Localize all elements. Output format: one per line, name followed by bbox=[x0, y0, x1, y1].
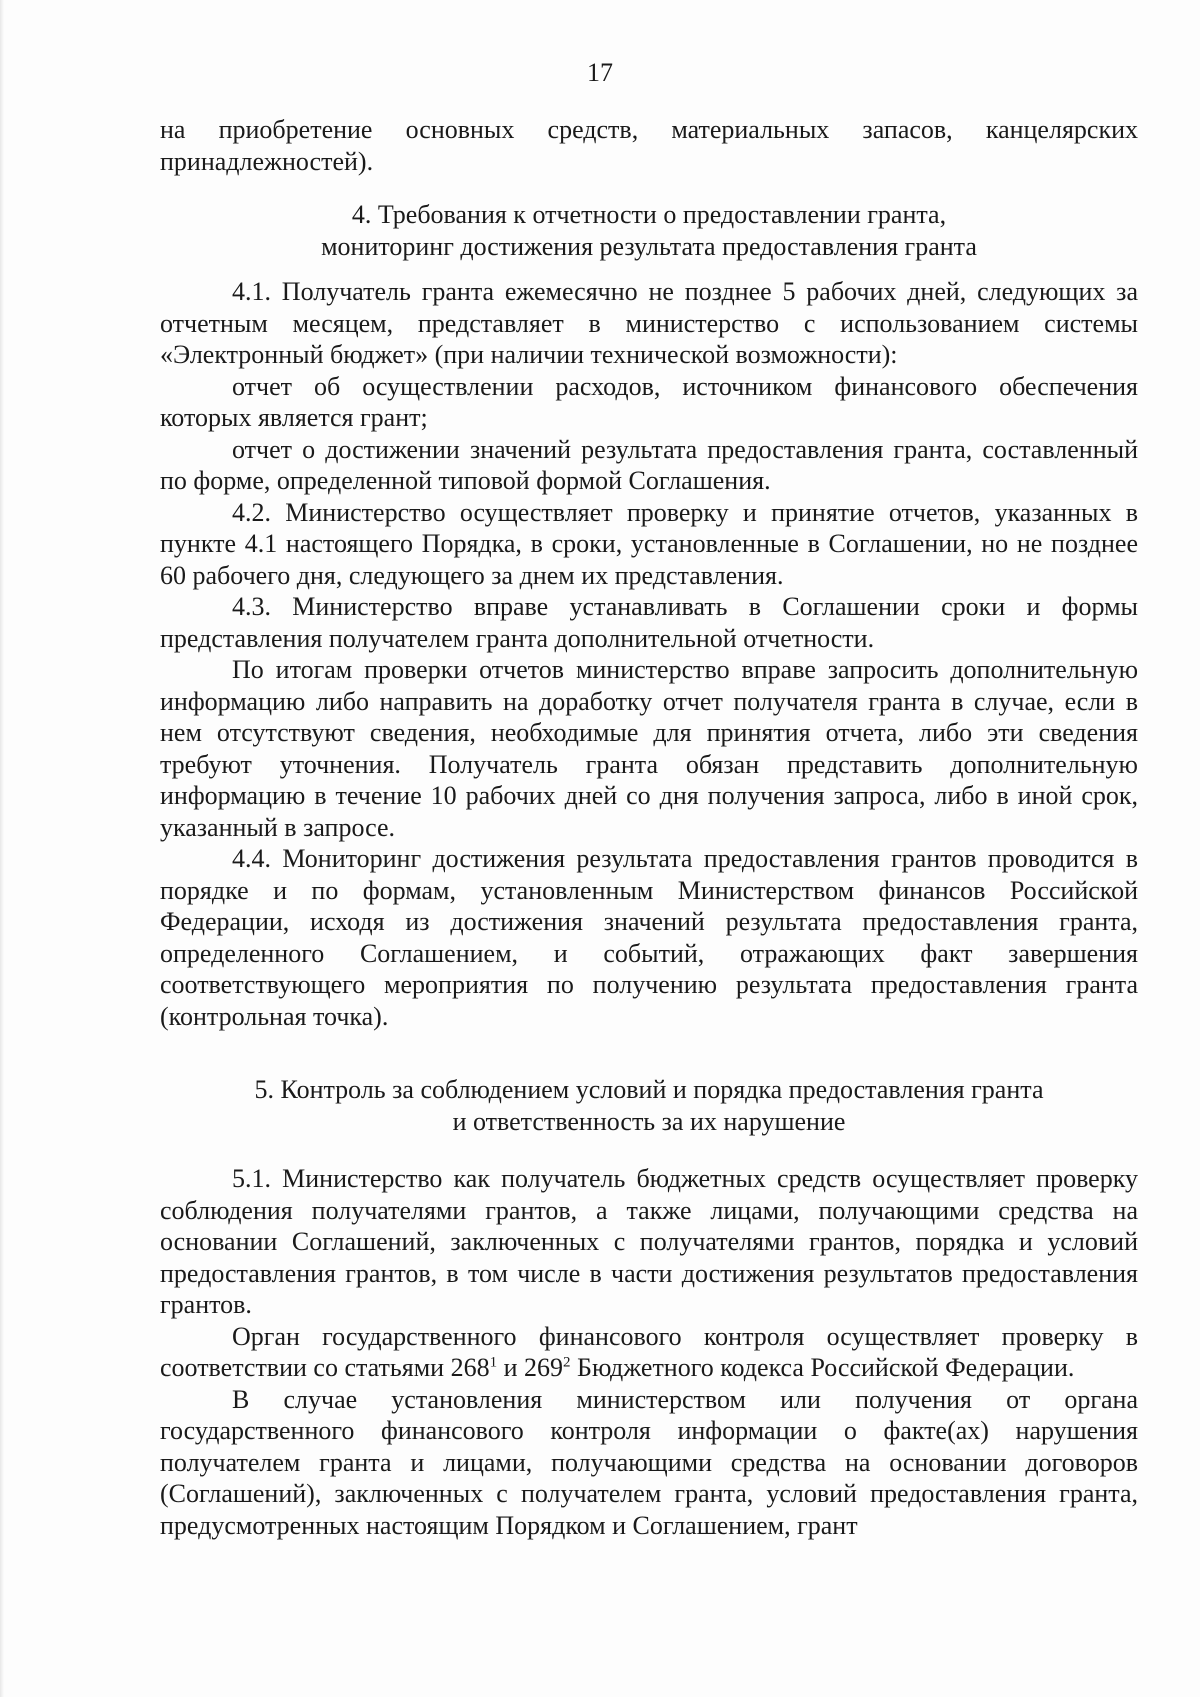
paragraph-4-3: 4.3. Министерство вправе устанавливать в Соглашении сроки и формы представления получателем гранта дополнительной отчетности. bbox=[160, 592, 1138, 653]
paragraph-4-1: 4.1. Получатель гранта ежемесячно не позднее 5 рабочих дней, следующих за отчетным месяцем, представляет в министерство с использованием системы «Электронный бюджет» (при наличии технической возможности): bbox=[160, 277, 1138, 369]
scan-edge bbox=[0, 0, 4, 1697]
intro-paragraph: на приобретение основных средств, материальных запасов, канцелярских принадлежностей). bbox=[160, 115, 1138, 176]
section-4-heading-line-1: 4. Требования к отчетности о предоставлении гранта, bbox=[351, 200, 947, 229]
paragraph-4-4: 4.4. Мониторинг достижения результата предоставления грантов проводится в порядке и по формам, установленным Министерством финансов Российской Федерации, исходя из достижения значений результата предоставления гранта, определенного Соглашением, и событий, отражающих факт завершения соответствующего мероприятия по получению результата предоставления гранта (контрольная точка). bbox=[160, 844, 1138, 1031]
paragraph-4-3-review: По итогам проверки отчетов министерство вправе запросить дополнительную информацию либо направить на доработку отчет получателя гранта в случае, если в нем отсутствуют сведения, необходимые для принятия отчета, либо эти сведения требуют уточнения. Получатель гранта обязан представить дополнительную информацию в течение 10 рабочих дней со дня получения запроса, либо в иной срок, указанный в запросе. bbox=[160, 655, 1138, 842]
section-5-heading-line-2: и ответственность за их нарушение bbox=[452, 1106, 846, 1136]
paragraph-5-1-control-body-text-1: Орган государственного финансового контроля осуществляет проверку в соответствии со статьями 268 bbox=[160, 1321, 1138, 1382]
page-number: 17 bbox=[587, 58, 613, 87]
paragraph-4-1-item-results: отчет о достижении значений результата предоставления гранта, составленный по форме, определенной типовой формой Соглашения. bbox=[160, 434, 1138, 495]
paragraph-5-1-control-body-text-2: и 269 bbox=[497, 1353, 564, 1382]
superscript-1: 1 bbox=[489, 1354, 498, 1371]
paragraph-4-1-item-expenses: отчет об осуществлении расходов, источником финансового обеспечения которых является грант; bbox=[160, 371, 1138, 432]
section-4-heading bbox=[160, 199, 1138, 262]
paragraph-5-1-violations: В случае установления министерством или получения от органа государственного финансового контроля информации о факте(ах) нарушения получателем гранта и лицами, получающими средства на основании договоров (Соглашений), заключенных с получателем гранта, условий предоставления гранта, предусмотренных настоящим Порядком и Соглашением, грант bbox=[160, 1384, 1138, 1540]
superscript-2: 2 bbox=[563, 1354, 571, 1371]
section-5-heading-line-1: 5. Контроль за соблюдением условий и порядка предоставления гранта bbox=[254, 1075, 1044, 1104]
paragraph-5-1-control-body-text-3: Бюджетного кодекса Российской Федерации. bbox=[570, 1353, 1075, 1382]
section-5-heading bbox=[160, 1074, 1138, 1137]
paragraph-5-1: 5.1. Министерство как получатель бюджетных средств осуществляет проверку соблюдения получателями грантов, а также лицами, получающими средства на основании Соглашений, заключенных с получателями грантов, порядка и условий предоставления грантов, в том числе в части достижения результатов предоставления грантов. bbox=[160, 1164, 1138, 1319]
paragraph-5-1-control-body bbox=[160, 1321, 1138, 1384]
section-4-heading-line-2: мониторинг достижения результата предоставления гранта bbox=[321, 231, 977, 261]
paragraph-4-2: 4.2. Министерство осуществляет проверку и принятие отчетов, указанных в пункте 4.1 настоящего Порядка, в сроки, установленные в Соглашении, но не позднее 60 рабочего дня, следующего за днем их представления. bbox=[160, 497, 1138, 590]
document-body bbox=[160, 114, 1138, 1541]
